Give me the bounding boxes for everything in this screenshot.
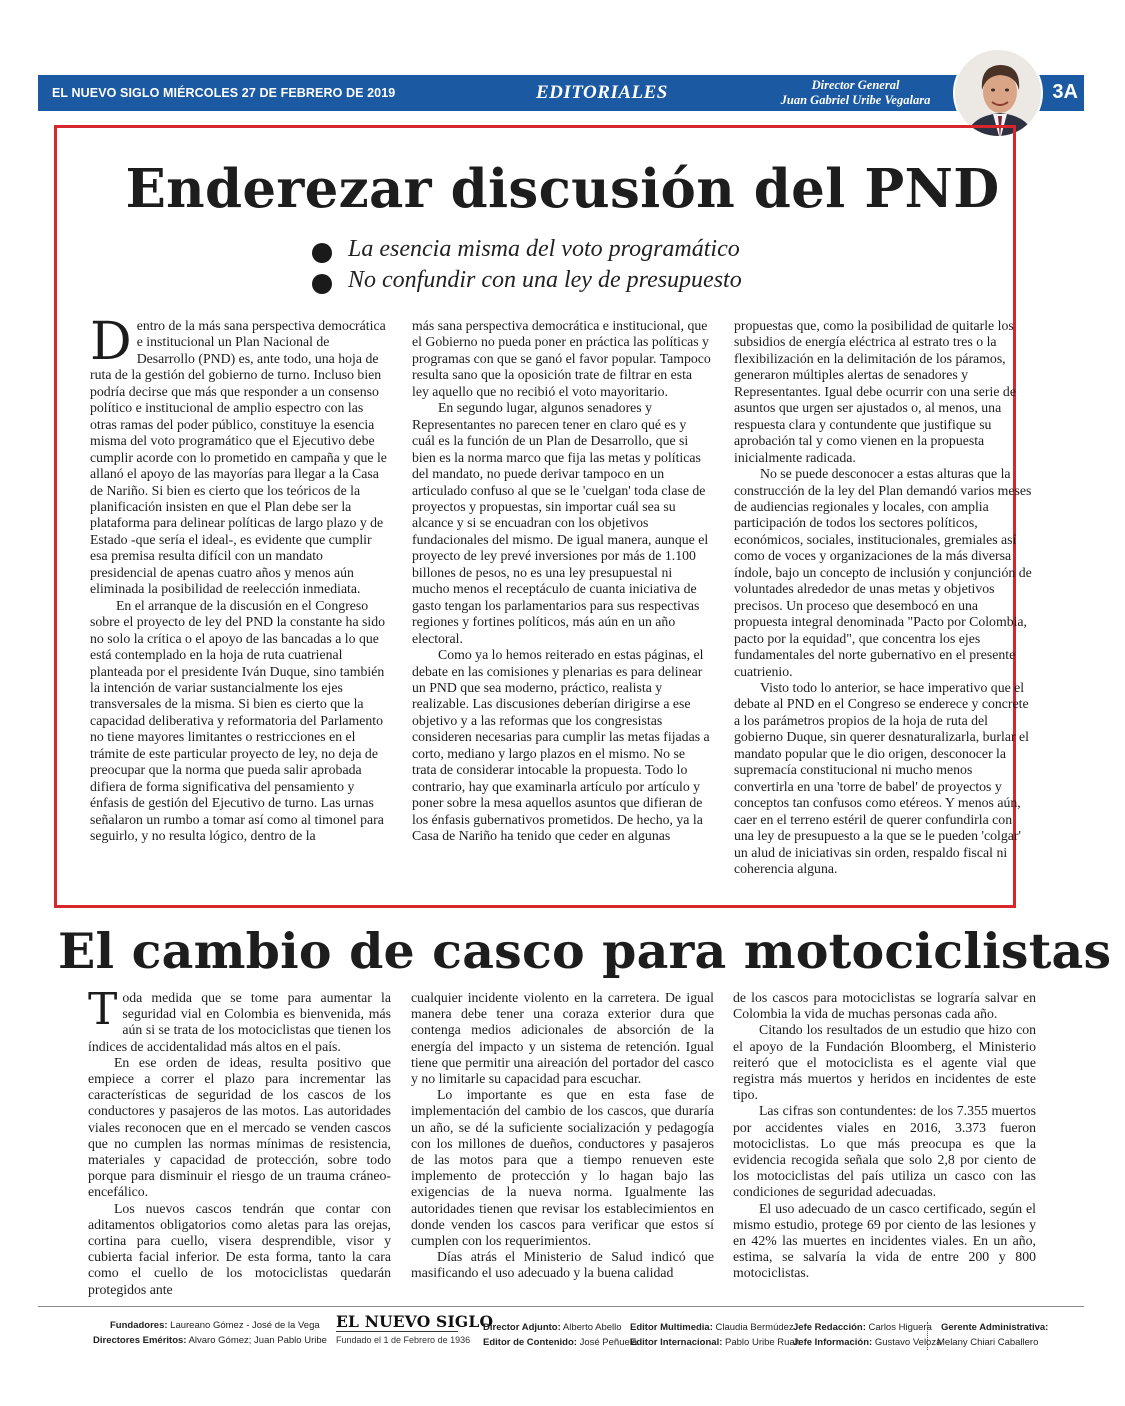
article1-summary-bullets [310, 236, 742, 298]
credit-name: José Peñuela [579, 1337, 638, 1348]
article2-headline: El cambio de casco para motociclistas [58, 922, 1112, 980]
paragraph: Las cifras son contundentes: de los 7.355 muertos por accidentes viales en 2016, 3.373 fueron motociclistas. Lo que más preocupa es que la evidencia recogida señala que solo 2,8 por ciento de los motociclistas del país utiliza un casco con las condiciones de seguridad adecuadas. [733, 1103, 1036, 1200]
newsroom-chief-credit [793, 1320, 932, 1335]
information-chief-credit [793, 1335, 941, 1350]
drop-cap: D [90, 312, 132, 372]
paragraph: propuestas que, como la posibilidad de quitarle los subsidios de energía eléctrica al estrato tres o la flexibilización en la delimitación de los páramos, generaron múltiples alertas de senadores y Representantes. Igual debe ocurrir con una serie de asuntos que urgen ser ajustados o, al menos, una respuesta clara y contundente que justifique su aprobación tal y como vienen en la propuesta inicialmente radicada. [734, 318, 1016, 465]
director-title: Director General [811, 78, 900, 92]
article1-headline: Enderezar discusión del PND [125, 158, 1000, 220]
founders-label: Fundadores: [110, 1320, 168, 1331]
international-editor-credit [630, 1335, 800, 1350]
multimedia-editor-credit [630, 1320, 794, 1335]
director-name: Juan Gabriel Uribe Vegalara [780, 93, 931, 107]
bullet-text: No confundir con una ley de presupuesto [348, 267, 742, 293]
footer-divider [38, 1306, 1084, 1307]
newspaper-logo: EL NUEVO SIGLO [336, 1312, 494, 1331]
emeritus-label: Directores Eméritos: [93, 1335, 187, 1346]
page-number: 3A [1052, 81, 1078, 103]
credit-label: Gerente Administrativa: [941, 1322, 1049, 1333]
summary-bullet [310, 236, 742, 267]
paragraph: Días atrás el Ministerio de Salud indicó que masificando el uso adecuado y la buena calidad [411, 1249, 714, 1281]
article1-column-2 [412, 318, 712, 845]
paragraph [88, 984, 391, 1055]
paragraph: No se puede desconocer a estas alturas que la construcción de la ley del Plan demandó varios meses de audiencias regionales y locales, con amplia participación de todos los sectores políticos, económicos, sociales, institucionales, gremiales así como de voces y organizaciones de la más diversa índole, bajo un concepto de inclusión y conjunción de voluntades alrededor de unas metas y objetivos precisos. Un proceso que desembocó en una propuesta integral denominada "Pacto por Colombia, pacto por la equidad", que concentra los ejes fundamentales del norte gubernativo en el presente cuatrienio. [734, 466, 1032, 679]
credit-name: Carlos Higuera [868, 1322, 932, 1333]
founders-names: Laureano Gómez - José de la Vega [170, 1320, 320, 1331]
paragraph: de los cascos para motociclistas se lograría salvar en Colombia la vida de muchas personas cada año. [733, 990, 1036, 1022]
credit-label: Jefe Redacción: [793, 1322, 866, 1333]
paragraph: Como ya lo hemos reiterado en estas páginas, el debate en las comisiones y plenarias es para delinear un PND que sea moderno, práctico, realista y realizable. Las discusiones deberían dirigirse a ese objetivo y a las reformas que los congresistas consideren necesarias para cumplir las metas fijadas a corto, mediano y largo plazos en el mismo. No se trata de considerar intocable la propuesta. Todo lo contrario, hay que examinarla artículo por artículo y poner sobre la mesa aquellos asuntos que difieran de los énfasis gubernativos prometidos. De hecho, ya la Casa de Nariño ha tenido que ceder en algunas [412, 647, 710, 844]
paragraph: En segundo lugar, algunos senadores y Representantes no parecen tener en claro qué es y cuál es la función de un Plan de Desarrollo, que si bien es la norma marco que fija las metas y políticas del mandato, no puede derivar tampoco en un articulado confuso al que se le 'cuelgan' toda clase de proyectos y propuestas, sin importar cuál sea su alcance y si se encuadran con los objetivos fundacionales del mismo. De igual manera, aunque el proyecto de ley prevé inversiones por más de 1.100 billones de pesos, no es una ley presupuestal ni mucho menos el receptáculo de cuanta iniciativa de gasto tengan los parlamentarios para sus respectivas regiones y fortines políticos, más aún en un año electoral. [412, 400, 709, 646]
founded-date: Fundado el 1 de Febrero de 1936 [336, 1335, 471, 1345]
bullet-dot-icon [312, 243, 332, 263]
paragraph: Visto todo lo anterior, se hace imperativo que el debate al PND en el Congreso se enderece y concrete a los parámetros propios de la hoja de ruta del gobierno Duque, sin querer desnaturalizarla, burlar el mandato popular que le dio origen, desconocer la supremacía constitucional ni mucho menos convertirla en una 'torre de babel' de proyectos y conceptos tan confusos como etéreos. Y menos aún, caer en el terreno estéril de querer confundirla con una ley de presupuesto a la que se le pueden 'colgar' un alud de iniciativas sin orden, respaldo fiscal ni coherencia alguna. [734, 679, 1029, 876]
paragraph: El uso adecuado de un casco certificado, según el mismo estudio, protege 69 por ciento de las lesiones y en 42% las muertes en incidentes viales. En un año, estima, se salvaría la vida de entre 200 y 800 motociclistas. [733, 1200, 1036, 1281]
credit-name: Gustavo Veloza [874, 1337, 942, 1348]
header-bar [38, 75, 1084, 111]
bullet-dot-icon [312, 274, 332, 294]
paragraph: Lo importante es que en esta fase de implementación del cambio de los cascos, que duraría un año, se dé la suficiente socialización y pedagogía con los millones de dueños, conductores y pasajeros de las motos para que a tiempo renueven este implemento de protección y lo hagan bajo las exigencias de la nueva norma. Igualmente las autoridades tienen que revisar los establecimientos en donde venden los cascos para verificar que estos sí cumplen con los requerimientos. [411, 1087, 714, 1249]
adjunct-director-credit [483, 1320, 622, 1335]
founders-credit [110, 1318, 320, 1333]
manager-label [941, 1320, 1048, 1335]
article2-column-1 [88, 984, 391, 1298]
credit-label: Jefe Información: [793, 1337, 873, 1348]
emeritus-credit [93, 1333, 327, 1348]
drop-cap: T [88, 984, 118, 1035]
paragraph: En ese orden de ideas, resulta positivo que empiece a correr el plazo para incrementar las características de seguridad de los cascos de los conductores y pasajeros de las motos. Las autoridades viales reconocen que en el mercado se venden cascos que no cumplen las normas mínimas de resistencia, materiales y capacidad de protección, sobre todo porque para disminuir el riesgo de un trauma cráneo-encefálico. [88, 1054, 391, 1200]
credit-name: Claudia Bermúdez [715, 1322, 794, 1333]
paragraph: más sana perspectiva democrática e institucional, que el Gobierno no pueda poner en práctica las políticas y programas con que se ganó el favor popular. Tampoco resulta sano que la oposición trate de filtrar en esta ley aquello que no recibió el voto mayoritario. [412, 318, 711, 399]
credit-label: Editor de Contenido: [483, 1337, 577, 1348]
credit-label: Director Adjunto: [483, 1322, 561, 1333]
summary-bullet [310, 267, 742, 298]
logo-underline [336, 1331, 458, 1332]
newspaper-date-line: EL NUEVO SIGLO MIÉRCOLES 27 DE FEBRERO DE 2019 [52, 86, 396, 100]
article2-column-3 [733, 990, 1036, 1282]
footer-dotted-divider [927, 1322, 928, 1350]
manager-name: Melany Chiari Caballero [937, 1337, 1039, 1348]
content-editor-credit [483, 1335, 637, 1350]
paragraph: En el arranque de la discusión en el Congreso sobre el proyecto de ley del PND la constante ha sido no solo la crítica o el apoyo de las bancadas a lo que está contemplado en la hoja de ruta cuatrienal planteada por el presidente Iván Duque, sino también la intención de variar sustancialmente los ejes transversales de la misma. Si bien es cierto que la capacidad deliberativa y reformatoria del Parlamento no tiene mayores limitantes o restricciones en el trámite de este particular proyecto de ley, no deja de preocupar que la norma que pueda salir aprobada difiera de forma significativa del pensamiento y énfasis de gestión del Ejecutivo de turno. Las urnas señalaron un rumbo a tomar así como al timonel para seguirlo, y no resulta lógico, dentro de la [90, 597, 386, 844]
paragraph [90, 312, 390, 598]
article2-column-2 [411, 990, 714, 1282]
credit-name: Alberto Abello [562, 1322, 622, 1333]
section-title: EDITORIALES [536, 82, 668, 103]
credit-label: Editor Multimedia: [630, 1322, 713, 1333]
paragraph: Citando los resultados de un estudio que hizo con el apoyo de la Fundación Bloomberg, el Ministerio reiteró que el motociclista es el agente vial que registra más muertos y heridos en incidentes de este tipo. [733, 1022, 1036, 1103]
article1-column-1 [90, 312, 390, 845]
paragraph-text: entro de la más sana perspectiva democrática e institucional un Plan Nacional de Desarrollo (PND) es, ante todo, una hoja de ruta de la gestión del gobierno de turno. Incluso bien podría decirse que más que responder a un consenso político e institucional de amplio espectro con las otras ramas del poder público, constituye la esencia misma del voto programático que el Ejecutivo debe cumplir acorde con lo prometido en campaña y que le allanó el apoyo de las mayorías para llegar a la Casa de Nariño. Si bien es cierto que los teóricos de la planificación insisten en que el Plan debe ser la plataforma para delinear políticas de largo plazo y de Estado -que sería el ideal-, es evidente que cumplir esa premisa resulta difícil con un mandato presidencial de apenas cuatro años y menos aún eliminada la posibilidad de reelección inmediata. [90, 318, 387, 597]
bullet-text: La esencia misma del voto programático [348, 236, 740, 262]
director-credit [743, 78, 968, 108]
paragraph: Los nuevos cascos tendrán que contar con aditamentos obligatorios como aletas para las orejas, cortina para cuello, visera desprendible, visor y cubierta facial inferior. De esta forma, tanto la cara como el cuello de los motociclistas quedarán protegidos ante [88, 1200, 391, 1297]
paragraph: cualquier incidente violento en la carretera. De igual manera debe tener una coraza exterior dura que contenga medios adicionales de absorción de la energía del impacto y un sistema de retención. Igual tiene que permitir una aireación del portador del casco y no limitarle su capacidad para escuchar. [411, 990, 714, 1087]
credit-name: Pablo Uribe Ruan [725, 1337, 801, 1348]
article1-column-3 [734, 318, 1034, 877]
paragraph-text: oda medida que se tome para aumentar la seguridad vial en Colombia es bienvenida, más aún si se trata de los motociclistas que tienen los índices de accidentalidad más altos en el país. [88, 990, 391, 1054]
emeritus-names: Alvaro Gómez; Juan Pablo Uribe [188, 1335, 327, 1346]
credit-label: Editor Internacional: [630, 1337, 723, 1348]
